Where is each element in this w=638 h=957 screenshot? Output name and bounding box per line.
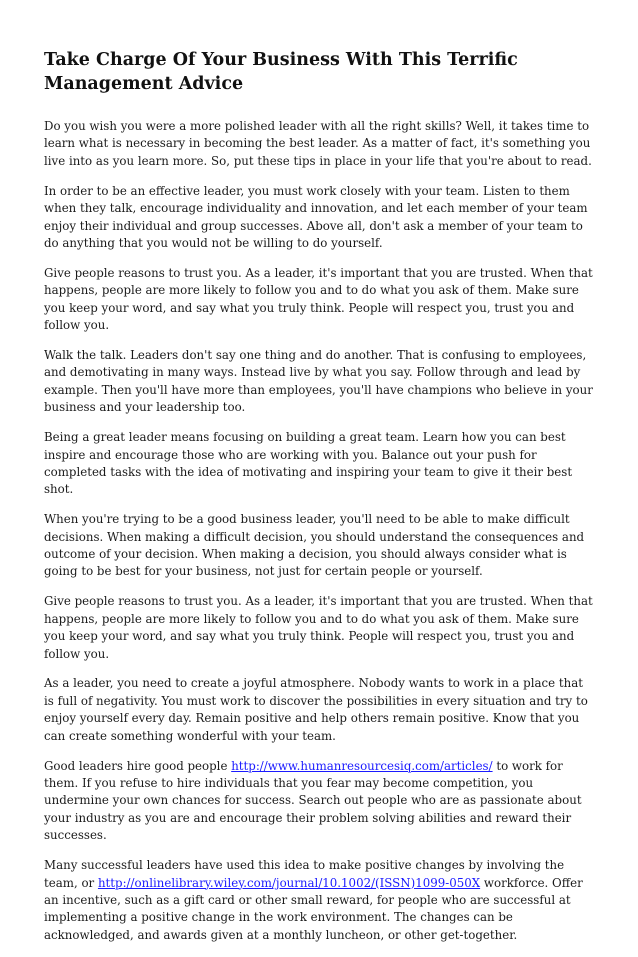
- paragraph-trust: Give people reasons to trust you. As a leader, it's important that you are trusted. When that happens, people are more likely to follow you and to do what you ask of them. Make sure you keep your word, and say what you truly think. People will respect you, trust you and follow you.: [44, 265, 593, 333]
- paragraph-joyful-atmosphere: As a leader, you need to create a joyful atmosphere. Nobody wants to work in a place that is full of negativity. You must work to discover the possibilities in every situation and try to enjoy yourself every day. Remain positive and help others remain positive. Know that you can create something wonderful with your team.: [44, 676, 588, 743]
- paragraph-text-before-link: Many successful leaders have used this idea to make positive changes by involving the team, or: [44, 858, 565, 890]
- paragraph-intro: Do you wish you were a more polished leader with all the right skills? Well, it takes time to learn what is necessary in becoming the best leader. As a matter of fact, it's something you live into as you learn more. So, put these tips in place in your life that you're about to read.: [44, 119, 592, 168]
- paragraph-text-before-link: Good leaders hire good people: [44, 758, 232, 773]
- document-page: [44, 48, 596, 957]
- paragraph-hire-good-people: [44, 758, 596, 845]
- paragraph-work-closely: In order to be an effective leader, you must work closely with your team. Listen to them when they talk, encourage individuality and innovation, and let each member of your team enjoy their individual and group successes. Above all, don't ask a member of your team to do anything that you would not be willing to do yourself.: [44, 183, 588, 250]
- humanresourcesiq-link[interactable]: http://www.humanresourcesiq.com/articles/: [231, 758, 493, 773]
- article-title: Take Charge Of Your Business With This Terrific Management Advice: [44, 50, 518, 94]
- paragraph-positive-changes: [44, 857, 596, 944]
- paragraph-walk-the-talk: Walk the talk. Leaders don't say one thing and do another. That is confusing to employees, and demotivating in many ways. Instead live by what you say. Follow through and lead by example. Then you'll have more than employees, you'll have champions who believe in your business and your leadership too.: [44, 347, 593, 415]
- paragraph-text-after-link: workforce. Offer an incentive, such as a gift card or other small reward, for people who are successful at implementing a positive change in the work environment. The changes can be acknowledged, and awards given at a monthly luncheon, or other get-together.: [44, 875, 583, 942]
- wiley-journal-link[interactable]: http://onlinelibrary.wiley.com/journal/10.1002/(ISSN)1099-050X: [97, 875, 481, 890]
- paragraph-difficult-decisions: When you're trying to be a good business leader, you'll need to be able to make difficult decisions. When making a difficult decision, you should understand the consequences and outcome of your decision. When making a decision, you should always consider what is going to be best for your business, not just for certain people or yourself.: [44, 512, 585, 579]
- paragraph-text-after-link: to work for them. If you refuse to hire individuals that you fear may become competition, you undermine your own chances for success. Search out people who are as passionate about your industry as you are and encourage their problem solving abilities and reward their successes.: [44, 758, 582, 843]
- paragraph-trust-repeat: Give people reasons to trust you. As a leader, it's important that you are trusted. When that happens, people are more likely to follow you and to do what you ask of them. Make sure you keep your word, and say what you truly think. People will respect you, trust you and follow you.: [44, 594, 593, 661]
- paragraph-great-team: Being a great leader means focusing on building a great team. Learn how you can best inspire and encourage those who are working with you. Balance out your push for completed tasks with the idea of motivating and inspiring your team to give it their best shot.: [44, 430, 573, 497]
